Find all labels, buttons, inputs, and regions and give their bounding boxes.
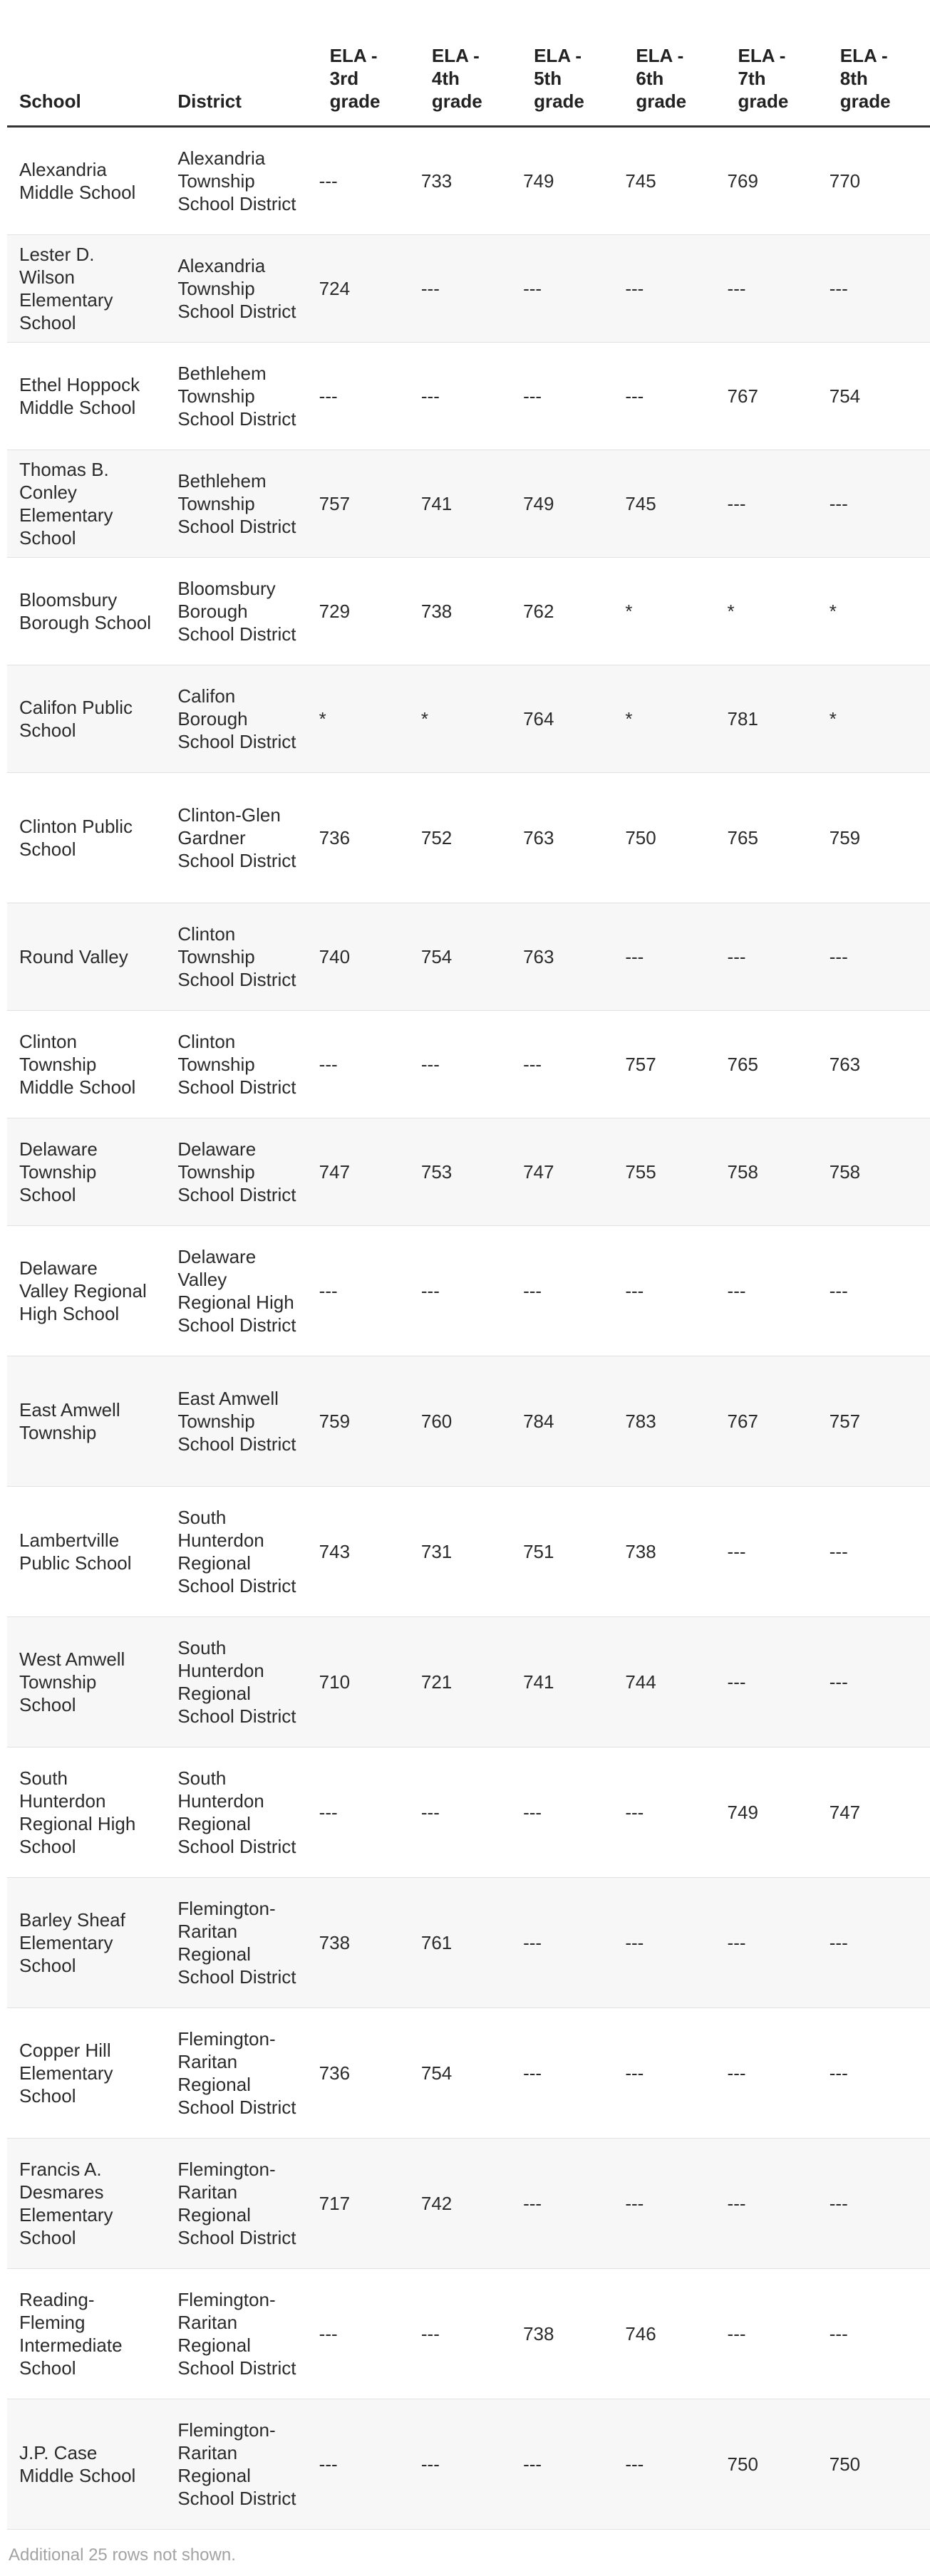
cell-school: East Amwell Township: [7, 1356, 165, 1487]
cell-score: ---: [726, 903, 828, 1011]
cell-score: 741: [522, 1617, 624, 1747]
table-row: [7, 1617, 930, 1747]
cell-score: 765: [726, 773, 828, 903]
cell-score: 763: [522, 773, 624, 903]
cell-score: *: [726, 558, 828, 665]
cell-school: Califon Public School: [7, 665, 165, 773]
cell-school: Alexandria Middle School: [7, 127, 165, 235]
cell-score: 764: [522, 665, 624, 773]
cell-score: 752: [420, 773, 522, 903]
cell-score: 745: [624, 450, 725, 558]
cell-score: ---: [420, 1747, 522, 1878]
cell-score: 757: [318, 450, 420, 558]
column-header-ela-4th[interactable]: ELA - 4th grade: [420, 0, 522, 127]
table-row: [7, 450, 930, 558]
cell-school: West Amwell Township School: [7, 1617, 165, 1747]
table-row: [7, 1118, 930, 1226]
cell-score: 745: [624, 127, 725, 235]
cell-score: 710: [318, 1617, 420, 1747]
cell-score: 747: [522, 1118, 624, 1226]
cell-school: Delaware Valley Regional High School: [7, 1226, 165, 1356]
cell-score: 746: [624, 2269, 725, 2399]
cell-score: ---: [828, 1617, 930, 1747]
cell-score: ---: [726, 2269, 828, 2399]
table-row: [7, 1226, 930, 1356]
cell-score: ---: [828, 1878, 930, 2008]
cell-score: 738: [624, 1487, 725, 1617]
cell-score: ---: [318, 1747, 420, 1878]
cell-score: ---: [522, 2139, 624, 2269]
cell-score: 750: [726, 2399, 828, 2530]
cell-district: Delaware Township School District: [165, 1118, 317, 1226]
cell-score: 736: [318, 2008, 420, 2139]
cell-score: 751: [522, 1487, 624, 1617]
cell-score: ---: [828, 1487, 930, 1617]
cell-school: Bloomsbury Borough School: [7, 558, 165, 665]
column-header-ela-3rd[interactable]: ELA - 3rd grade: [318, 0, 420, 127]
cell-score: ---: [828, 2008, 930, 2139]
cell-score: ---: [624, 235, 725, 343]
cell-score: 747: [318, 1118, 420, 1226]
cell-score: ---: [522, 2399, 624, 2530]
cell-score: *: [624, 665, 725, 773]
cell-score: 769: [726, 127, 828, 235]
cell-score: 721: [420, 1617, 522, 1747]
cell-score: *: [420, 665, 522, 773]
table-row: [7, 773, 930, 903]
cell-district: East Amwell Township School District: [165, 1356, 317, 1487]
cell-score: 738: [522, 2269, 624, 2399]
cell-score: ---: [420, 2269, 522, 2399]
cell-score: 750: [828, 2399, 930, 2530]
cell-district: Flemington-Raritan Regional School District: [165, 2008, 317, 2139]
cell-score: 731: [420, 1487, 522, 1617]
cell-score: 753: [420, 1118, 522, 1226]
cell-score: 738: [318, 1878, 420, 2008]
cell-school: Reading-Fleming Intermediate School: [7, 2269, 165, 2399]
cell-score: 761: [420, 1878, 522, 2008]
table-row: [7, 1747, 930, 1878]
table-row: [7, 1011, 930, 1118]
cell-score: ---: [420, 235, 522, 343]
cell-district: Clinton-Glen Gardner School District: [165, 773, 317, 903]
cell-score: ---: [318, 1226, 420, 1356]
cell-district: Bethlehem Township School District: [165, 450, 317, 558]
cell-score: 738: [420, 558, 522, 665]
cell-score: ---: [828, 450, 930, 558]
cell-score: ---: [828, 2269, 930, 2399]
cell-district: Bloomsbury Borough School District: [165, 558, 317, 665]
cell-score: 767: [726, 343, 828, 450]
cell-score: 744: [624, 1617, 725, 1747]
cell-score: 765: [726, 1011, 828, 1118]
cell-score: 754: [420, 2008, 522, 2139]
table-row: [7, 665, 930, 773]
column-header-district[interactable]: District: [165, 0, 317, 127]
cell-score: ---: [624, 1878, 725, 2008]
cell-district: South Hunterdon Regional School District: [165, 1487, 317, 1617]
cell-score: ---: [726, 1878, 828, 2008]
table-row: [7, 127, 930, 235]
cell-school: Barley Sheaf Elementary School: [7, 1878, 165, 2008]
cell-score: 749: [522, 450, 624, 558]
schools-table: [7, 0, 930, 2530]
cell-district: Flemington-Raritan Regional School District: [165, 2399, 317, 2530]
cell-district: Bethlehem Township School District: [165, 343, 317, 450]
cell-score: ---: [726, 2139, 828, 2269]
cell-score: 743: [318, 1487, 420, 1617]
column-header-ela-5th[interactable]: ELA - 5th grade: [522, 0, 624, 127]
table-row: [7, 1356, 930, 1487]
cell-district: Alexandria Township School District: [165, 127, 317, 235]
table-row: [7, 2008, 930, 2139]
cell-score: 760: [420, 1356, 522, 1487]
cell-score: 762: [522, 558, 624, 665]
table-row: [7, 2399, 930, 2530]
cell-score: ---: [522, 235, 624, 343]
cell-score: 733: [420, 127, 522, 235]
cell-score: *: [828, 665, 930, 773]
cell-score: ---: [522, 343, 624, 450]
table-row: [7, 558, 930, 665]
cell-score: ---: [522, 1747, 624, 1878]
cell-score: 763: [828, 1011, 930, 1118]
cell-score: 754: [828, 343, 930, 450]
cell-score: 758: [726, 1118, 828, 1226]
rows-not-shown-note: Additional 25 rows not shown.: [9, 2545, 236, 2565]
cell-score: ---: [420, 2399, 522, 2530]
cell-score: ---: [318, 1011, 420, 1118]
table-row: [7, 903, 930, 1011]
column-header-ela-8th[interactable]: ELA - 8th grade: [828, 0, 930, 127]
column-header-ela-7th[interactable]: ELA - 7th grade: [726, 0, 828, 127]
cell-district: Flemington-Raritan Regional School District: [165, 1878, 317, 2008]
cell-district: Delaware Valley Regional High School District: [165, 1226, 317, 1356]
cell-score: 742: [420, 2139, 522, 2269]
cell-school: Francis A. Desmares Elementary School: [7, 2139, 165, 2269]
cell-score: 740: [318, 903, 420, 1011]
cell-score: 749: [522, 127, 624, 235]
cell-score: ---: [624, 903, 725, 1011]
cell-district: South Hunterdon Regional School District: [165, 1747, 317, 1878]
cell-district: Flemington-Raritan Regional School District: [165, 2269, 317, 2399]
cell-score: ---: [624, 1747, 725, 1878]
column-header-school[interactable]: School: [7, 0, 165, 127]
cell-score: ---: [828, 2139, 930, 2269]
cell-score: 763: [522, 903, 624, 1011]
cell-score: 758: [828, 1118, 930, 1226]
cell-score: ---: [624, 2399, 725, 2530]
cell-score: ---: [726, 1487, 828, 1617]
cell-score: ---: [318, 127, 420, 235]
cell-school: Ethel Hoppock Middle School: [7, 343, 165, 450]
cell-score: 741: [420, 450, 522, 558]
cell-score: ---: [420, 1011, 522, 1118]
cell-score: 770: [828, 127, 930, 235]
cell-score: 755: [624, 1118, 725, 1226]
table-row: [7, 2269, 930, 2399]
cell-score: 754: [420, 903, 522, 1011]
cell-score: 749: [726, 1747, 828, 1878]
table-row: [7, 343, 930, 450]
cell-score: 750: [624, 773, 725, 903]
cell-school: Lester D. Wilson Elementary School: [7, 235, 165, 343]
cell-score: 729: [318, 558, 420, 665]
cell-district: Flemington-Raritan Regional School District: [165, 2139, 317, 2269]
cell-score: 736: [318, 773, 420, 903]
cell-score: ---: [318, 2269, 420, 2399]
cell-school: Lambertville Public School: [7, 1487, 165, 1617]
table-header-row: [7, 0, 930, 127]
cell-school: Clinton Township Middle School: [7, 1011, 165, 1118]
cell-score: ---: [624, 2008, 725, 2139]
cell-score: 759: [828, 773, 930, 903]
cell-district: Alexandria Township School District: [165, 235, 317, 343]
cell-score: ---: [522, 2008, 624, 2139]
cell-school: J.P. Case Middle School: [7, 2399, 165, 2530]
cell-score: ---: [726, 1226, 828, 1356]
cell-score: 759: [318, 1356, 420, 1487]
cell-score: 781: [726, 665, 828, 773]
cell-score: 767: [726, 1356, 828, 1487]
cell-score: *: [828, 558, 930, 665]
cell-score: ---: [726, 1617, 828, 1747]
cell-score: ---: [624, 343, 725, 450]
cell-score: *: [624, 558, 725, 665]
cell-score: ---: [624, 2139, 725, 2269]
table-row: [7, 1878, 930, 2008]
cell-score: 717: [318, 2139, 420, 2269]
cell-score: ---: [624, 1226, 725, 1356]
table-row: [7, 2139, 930, 2269]
cell-district: Clinton Township School District: [165, 1011, 317, 1118]
cell-score: ---: [318, 343, 420, 450]
cell-score: 757: [624, 1011, 725, 1118]
cell-score: 724: [318, 235, 420, 343]
column-header-ela-6th[interactable]: ELA - 6th grade: [624, 0, 725, 127]
cell-score: 784: [522, 1356, 624, 1487]
table-row: [7, 1487, 930, 1617]
cell-school: Delaware Township School: [7, 1118, 165, 1226]
cell-score: ---: [726, 2008, 828, 2139]
cell-score: ---: [828, 903, 930, 1011]
cell-score: ---: [522, 1226, 624, 1356]
cell-score: ---: [522, 1011, 624, 1118]
cell-school: Round Valley: [7, 903, 165, 1011]
cell-score: ---: [420, 343, 522, 450]
cell-score: ---: [318, 2399, 420, 2530]
table-row: [7, 235, 930, 343]
cell-score: ---: [828, 1226, 930, 1356]
cell-score: ---: [522, 1878, 624, 2008]
cell-district: South Hunterdon Regional School District: [165, 1617, 317, 1747]
cell-school: South Hunterdon Regional High School: [7, 1747, 165, 1878]
cell-score: 783: [624, 1356, 725, 1487]
cell-score: 747: [828, 1747, 930, 1878]
cell-school: Clinton Public School: [7, 773, 165, 903]
cell-score: 757: [828, 1356, 930, 1487]
cell-score: ---: [726, 450, 828, 558]
cell-school: Thomas B. Conley Elementary School: [7, 450, 165, 558]
cell-score: ---: [828, 235, 930, 343]
cell-district: Clinton Township School District: [165, 903, 317, 1011]
cell-score: ---: [420, 1226, 522, 1356]
cell-school: Copper Hill Elementary School: [7, 2008, 165, 2139]
cell-district: Califon Borough School District: [165, 665, 317, 773]
cell-score: ---: [726, 235, 828, 343]
cell-score: *: [318, 665, 420, 773]
